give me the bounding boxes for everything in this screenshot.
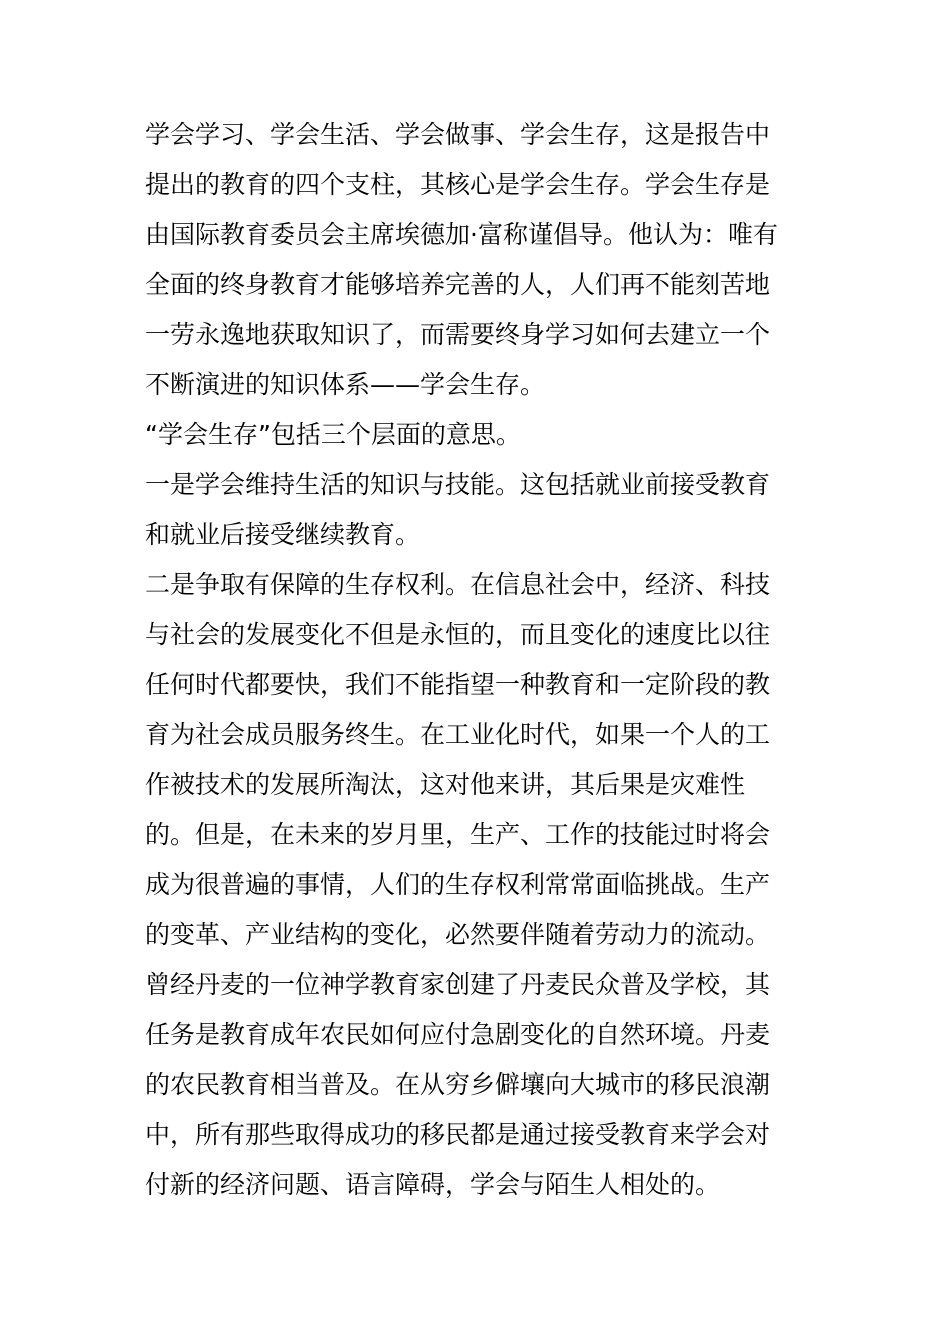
text-line: 一是学会维持生活的知识与技能。这包括就业前接受教育 <box>145 470 771 499</box>
text-line: 作被技术的发展所淘汰，这对他来讲，其后果是灾难性 <box>145 770 746 799</box>
text-line: “学会生存”包括三个层面的意思。 <box>145 420 521 449</box>
text-line: 全面的终身教育才能够培养完善的人，人们再不能刻苦地 <box>145 270 771 299</box>
text-line: 中，所有那些取得成功的移民都是通过接受教育来学会对 <box>145 1120 771 1149</box>
text-line: 由国际教育委员会主席埃德加·富称谨倡导。他认为：唯有 <box>145 220 778 249</box>
text-line: 学会学习、学会生活、学会做事、学会生存，这是报告中 <box>145 120 771 149</box>
text-line: 曾经丹麦的一位神学教育家创建了丹麦民众普及学校，其 <box>145 970 771 999</box>
text-line: 的农民教育相当普及。在从穷乡僻壤向大城市的移民浪潮 <box>145 1070 771 1099</box>
paragraph-second-level <box>145 560 795 1210</box>
text-line: 一劳永逸地获取知识了，而需要终身学习如何去建立一个 <box>145 320 771 349</box>
paragraph-first-level <box>145 460 795 560</box>
paragraph-three-levels <box>145 410 795 460</box>
text-line: 与社会的发展变化不但是永恒的，而且变化的速度比以往 <box>145 620 771 649</box>
text-line: 和就业后接受继续教育。 <box>145 520 421 549</box>
text-line: 二是争取有保障的生存权利。在信息社会中，经济、科技 <box>145 570 771 599</box>
text-line: 的。但是，在未来的岁月里，生产、工作的技能过时将会 <box>145 820 771 849</box>
text-line: 提出的教育的四个支柱，其核心是学会生存。学会生存是 <box>145 170 771 199</box>
text-line: 的变革、产业结构的变化，必然要伴随着劳动力的流动。 <box>145 920 771 949</box>
text-line: 不断演进的知识体系——学会生存。 <box>145 370 546 399</box>
paragraph-intro <box>145 110 795 410</box>
text-line: 育为社会成员服务终生。在工业化时代，如果一个人的工 <box>145 720 771 749</box>
text-line: 任务是教育成年农民如何应付急剧变化的自然环境。丹麦 <box>145 1020 771 1049</box>
text-line: 付新的经济问题、语言障碍，学会与陌生人相处的。 <box>145 1170 721 1199</box>
document-body <box>145 110 795 1210</box>
text-line: 任何时代都要快，我们不能指望一种教育和一定阶段的教 <box>145 670 771 699</box>
text-line: 成为很普遍的事情，人们的生存权利常常面临挑战。生产 <box>145 870 771 899</box>
